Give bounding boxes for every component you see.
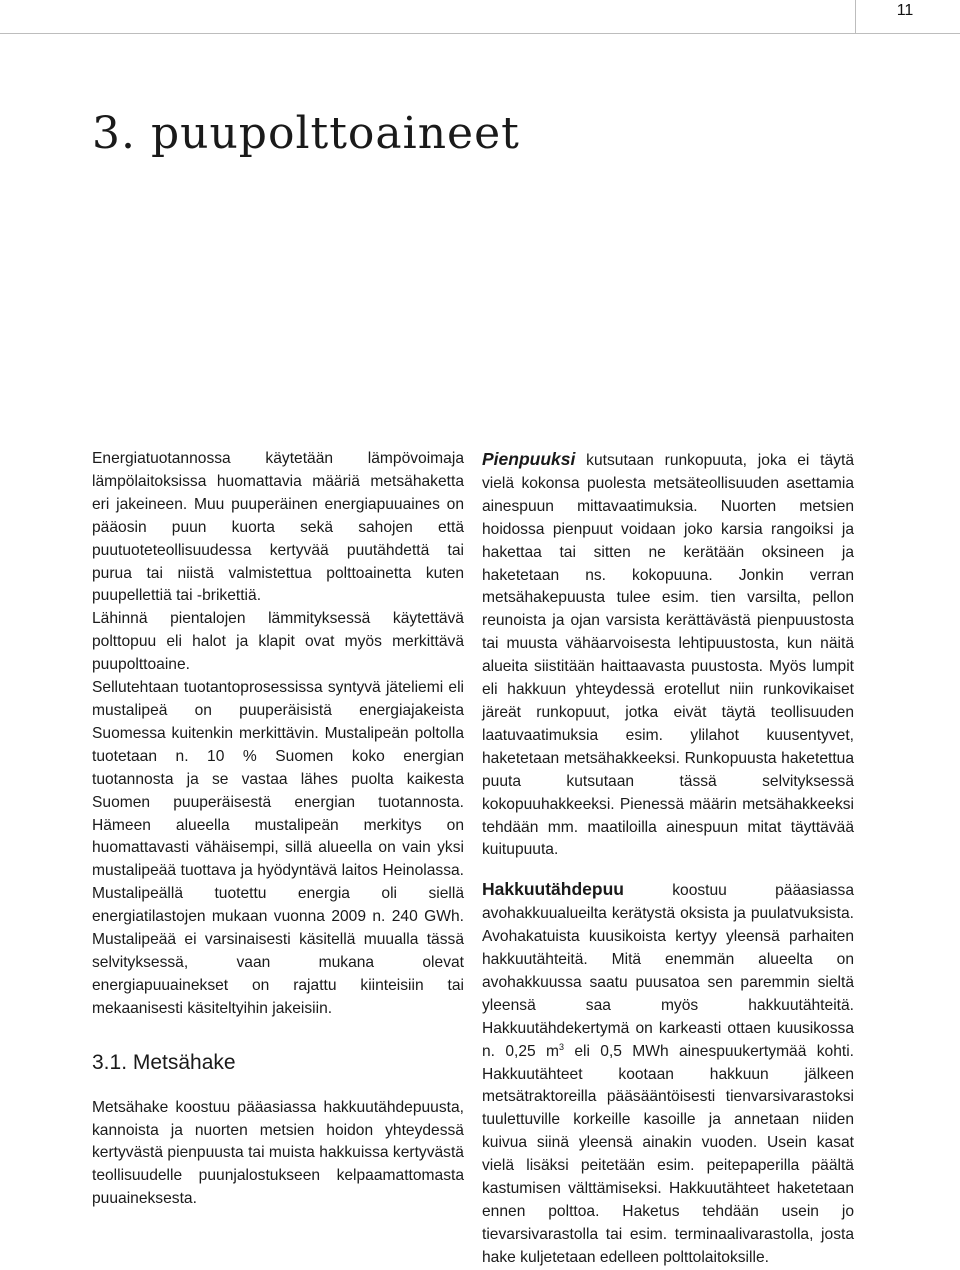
- paragraph: Energiatuotannossa käytetään lämpövoimaja lämpölaitoksissa huomattavia määriä metsähaketta eri jakeineen. Muu puuperäinen energiapuuaines on pääosin puun kuorta sekä sahojen että puutuoteteollisuudessa kertyvää puutähdettä tai purua tai niistä valmistettua polttoainetta kuten puupellettiä tai -brikettiä.: [92, 450, 464, 605]
- section-paragraph: Metsähake koostuu pääasiassa hakkuutähdepuusta, kannoista ja nuorten metsien hoidon yhteydessä kertyvästä pienpuusta tai muista hakkuissa kertyvästä teollisuudelle puunjalostukseen kelpaamattomasta puuaineksesta.: [92, 1098, 464, 1208]
- header-rule: [0, 33, 960, 34]
- term-pienpuu: Pienpuuksi: [482, 449, 576, 469]
- paragraph: Lähinnä pientalojen lämmityksessä käytettävä polttopuu eli halot ja klapit ovat myös merkittävä puupolttoaine.: [92, 610, 464, 674]
- right-column: [482, 448, 854, 1270]
- section-heading: 3.1. Metsähake: [92, 1050, 236, 1074]
- paragraph-text: koostuu pääasiassa avohakkuualueilta kerätystä oksista ja puulatvuksista. Avohakatuista kuusikoista kertyy yleensä parhaiten hakkuutähteitä. Mitä enemmän alueelta on avohakkuussa saatu puusatoa sen paremmin sieltä yleensä saa myös hakkuutähteitä. Hakkuutähdekertymä on karkeasti ottaen kuusikossa n. 0,25 m: [482, 882, 854, 1060]
- term-hakkuutahdepuu: Hakkuutähdepuu: [482, 879, 624, 900]
- paragraph-hakkuutahdepuu: [482, 878, 854, 1269]
- paragraph-pienpuu: [482, 448, 854, 862]
- paragraph: Sellutehtaan tuotantoprosessissa syntyvä jäteliemi eli mustalipeä on puuperäisistä energiajakeista Suomessa kuitenkin merkittävin. Mustalipeän poltolla tuotetaan n. 10 % Suomen koko energian tuotannosta ja se vastaa lähes puolta kaikesta Suomen puuperäisestä energian tuotannosta. Hämeen alueella mustalipeän merkitys on huomattavasti vähäisempi, sillä alueella on vain yksi mustalipeää tuottava ja hyödyntävä laitos Heinolassa. Mustalipeällä tuotettu energia oli siellä energiatilastojen mukaan vuonna 2009 n. 240 GWh. Mustalipeää ei varsinaisesti käsitellä muualla tässä selvityksessä, vaan mukana olevat energiapuuainekset on rajattu kiinteisiin tai mekaanisesti käsiteltyihin jakeisiin.: [92, 679, 464, 1017]
- left-column: [92, 448, 464, 1211]
- page-header: [0, 0, 960, 33]
- paragraph-text: eli 0,5 MWh ainespuukertymää kohti. Hakkuutähteet kootaan hakkuun jälkeen metsätraktoreilla pääsääntöisesti tienvarsivarastoksi tuulettuville korkeille kasoille ja annetaan niiden kuivua siinä yleensä ainakin vuoden. Usein kasat vielä lisäksi peitetään esim. peitepaperilla päältä kastumisen välttämiseksi. Hakkuutähteet haketetaan ennen polttoa. Haketus tehdään usein jo tievarsivarastolla tai esim. terminaalivarastolla, josta hake kuljetetaan edelleen polttolaitoksille.: [482, 1042, 854, 1266]
- page-number: 11: [896, 2, 914, 19]
- paragraph-text: kutsutaan runkopuuta, joka ei täytä vielä kokonsa puolesta metsäteollisuuden asettamia ainespuun mittavaatimuksia. Nuorten metsien hoidossa pienpuut voidaan joko karsia rangoiksi ja hakettaa tai sitten ne kerätään oksineen ja haketetaan ns. kokopuuna. Jonkin verran metsähakepuusta tulee esim. tien varsilta, pellon reunoista ja ojan varsista kerättävästä pienpuustosta tai muusta vähäarvoisesta lehtipuustosta, kun näitä alueita siistitään haittaavasta puustosta. Myös lumpit eli hakkuun yhteydessä erotellut niin runkovikaiset järeät runkopuut, jotka eivät täytä teollisuuden laatuvaatimuksia esim. ylilahot kuusentyvet, haketetaan metsähakkeeksi. Runkopuusta haketettua puuta kutsutaan tässä selvityksessä kokopuuhakkeeksi. Pienessä määrin metsähakkeeksi tehdään mm. maatiloilla ainespuun mitat täyttävää kuitupuuta.: [482, 452, 854, 859]
- superscript: 3: [559, 1041, 565, 1052]
- header-divider: [855, 0, 856, 34]
- chapter-title: 3. puupolttoaineet: [92, 108, 520, 159]
